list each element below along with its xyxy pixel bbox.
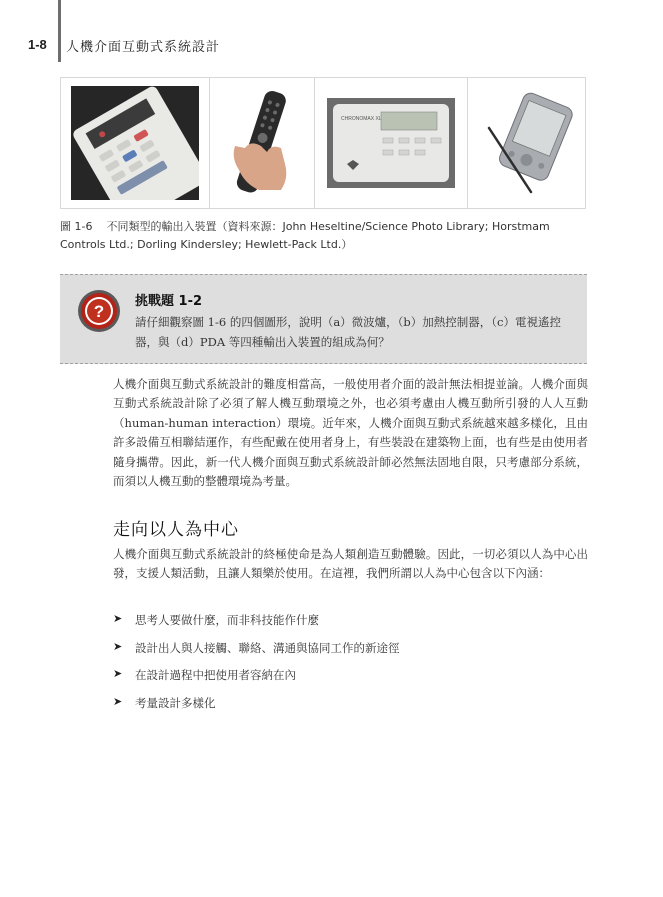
controller-brand: CHRONOMAX XL	[341, 116, 382, 122]
section-title: 走向以人為中心	[113, 520, 239, 540]
figure-1-6	[60, 77, 586, 209]
figure-image-microwave	[61, 78, 210, 208]
chevron-right-icon: ➤	[113, 639, 123, 653]
header-bar	[58, 0, 61, 62]
figure-caption	[60, 218, 590, 254]
list-item	[113, 612, 400, 640]
section-paragraph: 人機介面與互動式系統設計的終極使命是為人類創造互動體驗。因此，一切必須以人為中心出發，支援人類活動，且讓人類樂於使用。在這裡，我們所謂以人為中心包含以下內涵：	[113, 547, 588, 581]
chevron-right-icon: ➤	[113, 694, 123, 708]
svg-text:?: ?	[93, 302, 105, 321]
intro-paragraph: 人機介面與互動式系統設計的難度相當高，一般使用者介面的設計無法相提並論。人機介面與互動式系統設計除了必須了解人機互動環境之外，也必須考慮由人機互動所引發的人人互動（human-human interaction）環境。近年來，人機介面與互動式系統越來越多樣化，且由許多設備互相聯結運作，有些配戴在使用者身上，有些裝設在建築物上面，也有些是由使用者隨身攜帶。因此，新一代人機介面與互動式系統設計師必然無法固地自限，只考慮部分系統，而須以人機互動的整體環境為考量。	[113, 377, 588, 489]
list-item-text: 在設計過程中把使用者容納在內	[135, 668, 296, 682]
figure-image-heating-controller	[315, 78, 468, 208]
list-item	[113, 640, 400, 668]
question-mark-icon	[77, 289, 121, 337]
list-item-text: 思考人要做什麼，而非科技能作什麼	[135, 613, 319, 627]
book-title: 人機介面互動式系統設計	[66, 40, 221, 55]
challenge-box	[60, 274, 587, 364]
list-item	[113, 667, 400, 695]
list-item-text: 考量設計多樣化	[135, 695, 216, 710]
figure-image-remote	[210, 78, 315, 208]
figure-image-pda	[468, 78, 586, 208]
challenge-body: 請仔細觀察圖 1-6 的四個圖形，說明（a）微波爐，（b）加熱控制器，（c）電視遙控器，與（d）PDA 等四種輸出入裝置的組成為何？	[135, 315, 561, 349]
page-number: 1-8	[28, 37, 47, 52]
chevron-right-icon: ➤	[113, 612, 123, 625]
challenge-title: 挑戰題 1-2	[135, 294, 203, 309]
list-item-text: 設計出人與人接觸、聯絡、溝通與協同工作的新途徑	[135, 640, 400, 655]
bullet-list	[113, 612, 400, 722]
list-item	[113, 695, 400, 723]
chevron-right-icon: ➤	[113, 667, 123, 680]
figure-caption-text: 不同類型的輸出入裝置（資料來源：John Heseltine/Science Photo Library; Horstmam Controls Ltd.; Dorling Kindersley; Hewlett-Pack Ltd.）	[60, 220, 550, 251]
figure-caption-label: 圖 1-6	[60, 220, 93, 233]
